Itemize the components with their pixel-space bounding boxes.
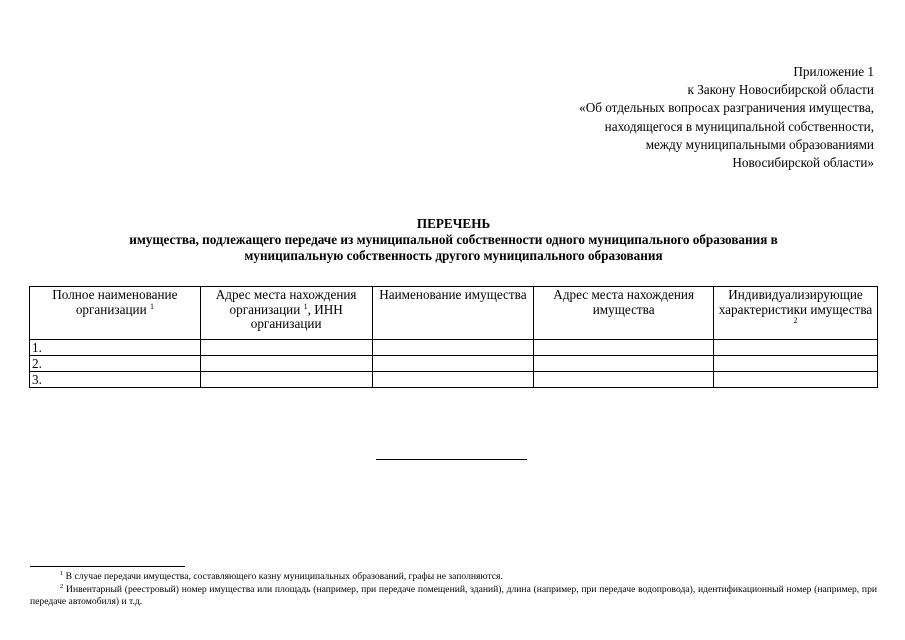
appendix-line: находящегося в муниципальной собственности,	[604, 118, 874, 134]
appendix-line: «Об отдельных вопросах разграничения имущества,	[579, 100, 874, 116]
appendix-line: между муниципальными образованиями	[645, 136, 874, 152]
appendix-line: к Закону Новосибирской области	[687, 82, 874, 98]
header-organization-address: Адрес места нахождения организации $^1$, ИНН организации	[200, 287, 372, 340]
header-organization-name: Полное наименование организации $^1$	[30, 287, 201, 340]
appendix-line: Новосибирской области»	[732, 155, 874, 171]
header-property-name: Наименование имущества	[372, 287, 534, 340]
property-list-table	[29, 286, 878, 388]
table-row	[30, 340, 878, 356]
appendix-line: Приложение 1	[793, 64, 874, 79]
table-cell	[372, 340, 534, 356]
table-cell	[714, 372, 878, 388]
table-cell	[200, 372, 372, 388]
table-cell	[534, 372, 714, 388]
table-row	[30, 356, 878, 372]
table-cell	[534, 340, 714, 356]
document-heading	[30, 216, 877, 264]
header-property-characteristics: Индивидуализирующие характеристики имущества $^2$	[714, 287, 878, 340]
document-subtitle-line: муниципальную собственность другого муниципального образования	[244, 248, 663, 263]
table-cell	[372, 372, 534, 388]
row-number-cell: 2.	[30, 356, 201, 372]
row-number-cell: 3.	[30, 372, 201, 388]
document-title: ПЕРЕЧЕНЬ	[416, 216, 491, 231]
table-cell	[714, 340, 878, 356]
footnotes	[30, 571, 877, 609]
table-row	[30, 372, 878, 388]
footnote-ref: 2	[793, 316, 798, 325]
table-cell	[372, 356, 534, 372]
section-divider	[376, 459, 527, 460]
footnote-2: $^2$ Инвентарный (реестровый) номер имущества или площадь (например, при передаче помещений, зданий), длина (например, при передаче водопровода), идентификационный номер (например, при передаче автомобиля) и т.д.	[30, 582, 877, 608]
footnote-1: $^1$ В случае передачи имущества, составляющего казну муниципальных образований, графы не заполняются.	[60, 570, 503, 582]
table-cell	[714, 356, 878, 372]
table-header-row	[30, 287, 878, 340]
footnote-ref: 1	[303, 301, 308, 311]
table-cell	[534, 356, 714, 372]
document-subtitle-line: имущества, подлежащего передаче из муниципальной собственности одного муниципального образования в	[129, 232, 778, 247]
table-cell	[200, 356, 372, 372]
row-number-cell: 1.	[30, 340, 201, 356]
footnote-ref: 1	[149, 301, 154, 311]
header-property-address: Адрес места нахождения имущества	[534, 287, 714, 340]
table-cell	[200, 340, 372, 356]
appendix-header	[579, 63, 874, 172]
footnote-divider	[30, 566, 185, 567]
